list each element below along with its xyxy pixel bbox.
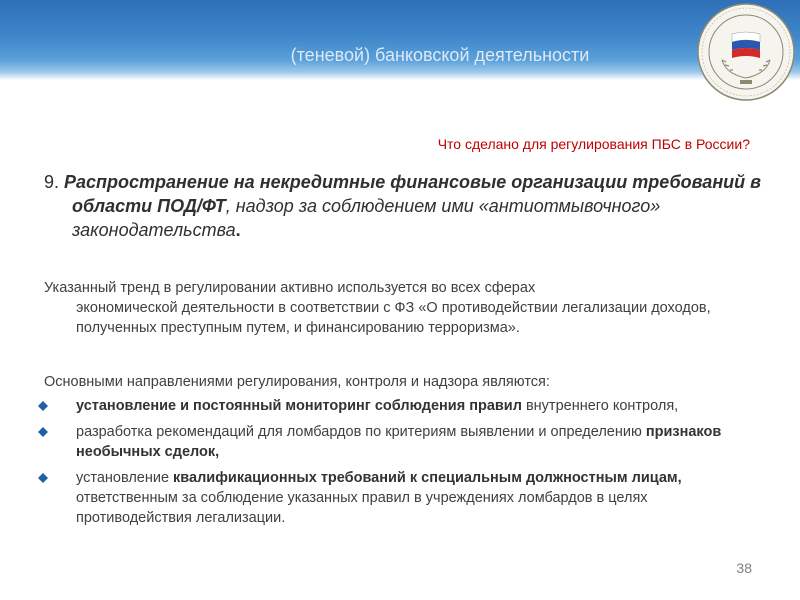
directions-list xyxy=(32,396,752,534)
bullet-bold: квалификационных требований к специальным должностным лицам, xyxy=(173,470,682,486)
intro-paragraph xyxy=(44,278,744,338)
list-item xyxy=(32,468,752,528)
point-number: 9. xyxy=(44,172,65,192)
slide-header xyxy=(0,0,800,100)
bullet-text: разработка рекомендаций для ломбардов по критериям выявлении и определению xyxy=(76,424,646,440)
diamond-bullet-icon xyxy=(38,473,48,483)
bullet-text-end: ответственным за соблюдение указанных правил в учреждениях ломбардов в целях противодействия легализации. xyxy=(76,490,648,526)
diamond-bullet-icon xyxy=(38,427,48,437)
point-nine xyxy=(44,170,762,242)
list-item xyxy=(32,396,752,416)
university-seal-icon xyxy=(696,2,796,102)
bullet-text: установление xyxy=(76,470,174,486)
bullet-text: внутреннего контроля, xyxy=(521,398,679,414)
point-end: . xyxy=(235,220,241,240)
point-rest: , надзор за соблюдением ими «антиотмывочного» законодательства xyxy=(72,196,661,240)
diamond-bullet-icon xyxy=(38,401,48,411)
page-number: 38 xyxy=(736,560,752,576)
header-title: (теневой) банковской деятельности xyxy=(290,45,590,65)
list-item xyxy=(32,422,752,462)
intro-first-line: Указанный тренд в регулировании активно используется во всех сферах xyxy=(44,280,536,296)
bullet-bold: установление и постоянный мониторинг соблюдения правил xyxy=(76,398,522,414)
slide-subtitle: Что сделано для регулирования ПБС в России? xyxy=(437,136,750,152)
directions-heading: Основными направлениями регулирования, контроля и надзора являются: xyxy=(44,374,550,390)
bullet-bold: признаков необычных сделок, xyxy=(76,424,722,460)
intro-rest: экономической деятельности в соответствии с ФЗ «О противодействии легализации доходов, полученных преступным путем, и финансированию терроризма». xyxy=(76,300,711,336)
point-emphasis: Распространение на некредитные финансовые организации требований в области ПОД/ФТ xyxy=(64,172,762,216)
